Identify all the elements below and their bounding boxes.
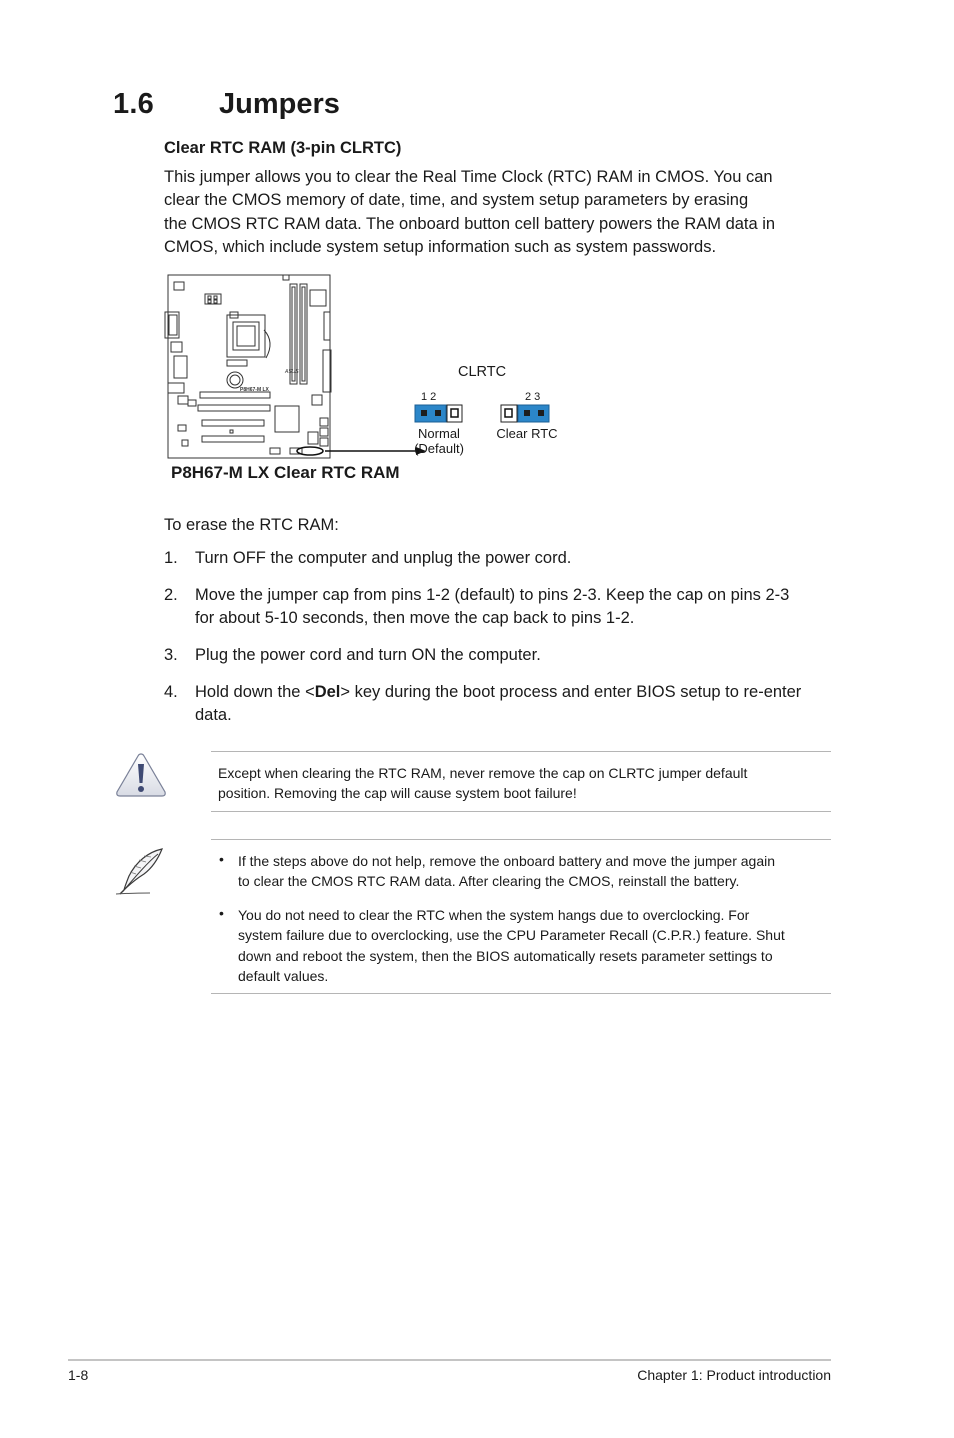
note-bottom-rule xyxy=(211,993,831,994)
caution-line: Except when clearing the RTC RAM, never remove the cap on CLRTC jumper default xyxy=(218,765,748,781)
jumper-title: CLRTC xyxy=(458,364,507,380)
intro-line: CMOS, which include system setup information such as system passwords. xyxy=(164,237,717,256)
io-connector xyxy=(171,342,182,352)
normal-pin-numbers: 1 2 xyxy=(421,391,437,403)
figure-caption: P8H67-M LX Clear RTC RAM xyxy=(171,463,400,482)
caution-top-rule xyxy=(211,751,831,752)
io-connector xyxy=(168,383,184,393)
page-number: 1-8 xyxy=(68,1367,89,1383)
pcie-slot xyxy=(202,420,264,426)
footer-rule xyxy=(68,1359,831,1361)
subheading: Clear RTC RAM (3-pin CLRTC) xyxy=(164,139,402,157)
clear-pin-numbers: 2 3 xyxy=(525,391,541,403)
note-item xyxy=(238,851,833,892)
intro-paragraph xyxy=(164,166,844,259)
step-line xyxy=(195,681,845,704)
board-brand-mark: ASUS xyxy=(285,369,299,375)
note-line: default values. xyxy=(238,967,329,984)
pcie-slot xyxy=(198,405,270,411)
cmos-battery xyxy=(227,372,243,388)
normal-label-line: Normal xyxy=(418,426,460,441)
board-outline xyxy=(168,275,330,458)
step-text xyxy=(195,681,845,728)
caution-line: position. Removing the cap will cause system boot failure! xyxy=(218,785,577,802)
erase-intro: To erase the RTC RAM: xyxy=(164,516,339,534)
step-line: data. xyxy=(195,706,232,725)
note-item xyxy=(238,905,833,986)
fan-connector xyxy=(310,290,326,306)
clear-label: Clear RTC xyxy=(496,426,558,441)
io-connector xyxy=(178,396,188,404)
jumper-clear-diagram xyxy=(500,404,552,424)
intro-line: the CMOS RTC RAM data. The onboard button cell battery powers the RAM data in xyxy=(164,214,776,233)
section-title: Jumpers xyxy=(219,88,340,120)
io-connector xyxy=(174,356,187,378)
note-line: to clear the CMOS RTC RAM data. After clearing the CMOS, reinstall the battery. xyxy=(238,873,740,890)
caution-text xyxy=(218,763,830,804)
jumper-normal-diagram xyxy=(414,404,464,424)
step-text-pre: Hold down the < xyxy=(195,683,315,701)
note-line: system failure due to overclocking, use the CPU Parameter Recall (C.P.R.) feature. Shut xyxy=(238,927,785,944)
step-item xyxy=(164,584,844,631)
note-line: down and reboot the system, then the BIOS automatically resets parameter settings to xyxy=(238,947,773,964)
chapter-title: Chapter 1: Product introduction xyxy=(637,1367,831,1383)
clrtc-highlight xyxy=(297,447,323,455)
step-number: 2. xyxy=(164,586,178,604)
step-item xyxy=(164,681,844,728)
step-number: 3. xyxy=(164,646,178,664)
jumper-cap xyxy=(415,405,446,422)
jumper-cap xyxy=(518,405,549,422)
io-connector xyxy=(188,400,196,406)
step-number: 4. xyxy=(164,683,178,701)
note-line: You do not need to clear the RTC when the system hangs due to overclocking. For xyxy=(238,907,750,923)
note-top-rule xyxy=(211,839,831,840)
step-number: 1. xyxy=(164,549,178,567)
chipset xyxy=(275,406,299,432)
caution-icon xyxy=(115,752,167,798)
atx12v-connector xyxy=(205,294,221,304)
step-line: for about 5-10 seconds, then move the cap back to pins 1-2. xyxy=(195,609,635,628)
note-line: If the steps above do not help, remove the onboard battery and move the jumper again xyxy=(238,853,776,869)
step-text: Plug the power cord and turn ON the computer. xyxy=(195,646,541,664)
del-key: Del xyxy=(314,683,341,701)
intro-line: clear the CMOS memory of date, time, and system setup parameters by erasing xyxy=(164,191,749,210)
section-number: 1.6 xyxy=(113,88,154,120)
step-text xyxy=(195,584,845,631)
bullet-dot: • xyxy=(219,851,224,867)
dimm-slot xyxy=(300,284,307,384)
step-text: Turn OFF the computer and unplug the power cord. xyxy=(195,549,572,567)
step-text-post: > key during the boot process and enter BIOS setup to re-enter xyxy=(340,683,802,701)
feather-pen-icon xyxy=(114,846,166,896)
normal-label-line: (Default) xyxy=(414,441,464,456)
step-line: Move the jumper cap from pins 1-2 (default) to pins 2-3. Keep the cap on pins 2-3 xyxy=(195,586,790,604)
board-model-mark: P8H67-M LX xyxy=(240,387,269,393)
bullet-dot: • xyxy=(219,905,224,921)
caution-bottom-rule xyxy=(211,811,831,812)
normal-label xyxy=(405,426,473,456)
pcie-slot xyxy=(202,436,264,442)
intro-line: This jumper allows you to clear the Real Time Clock (RTC) RAM in CMOS. You can xyxy=(164,168,773,186)
